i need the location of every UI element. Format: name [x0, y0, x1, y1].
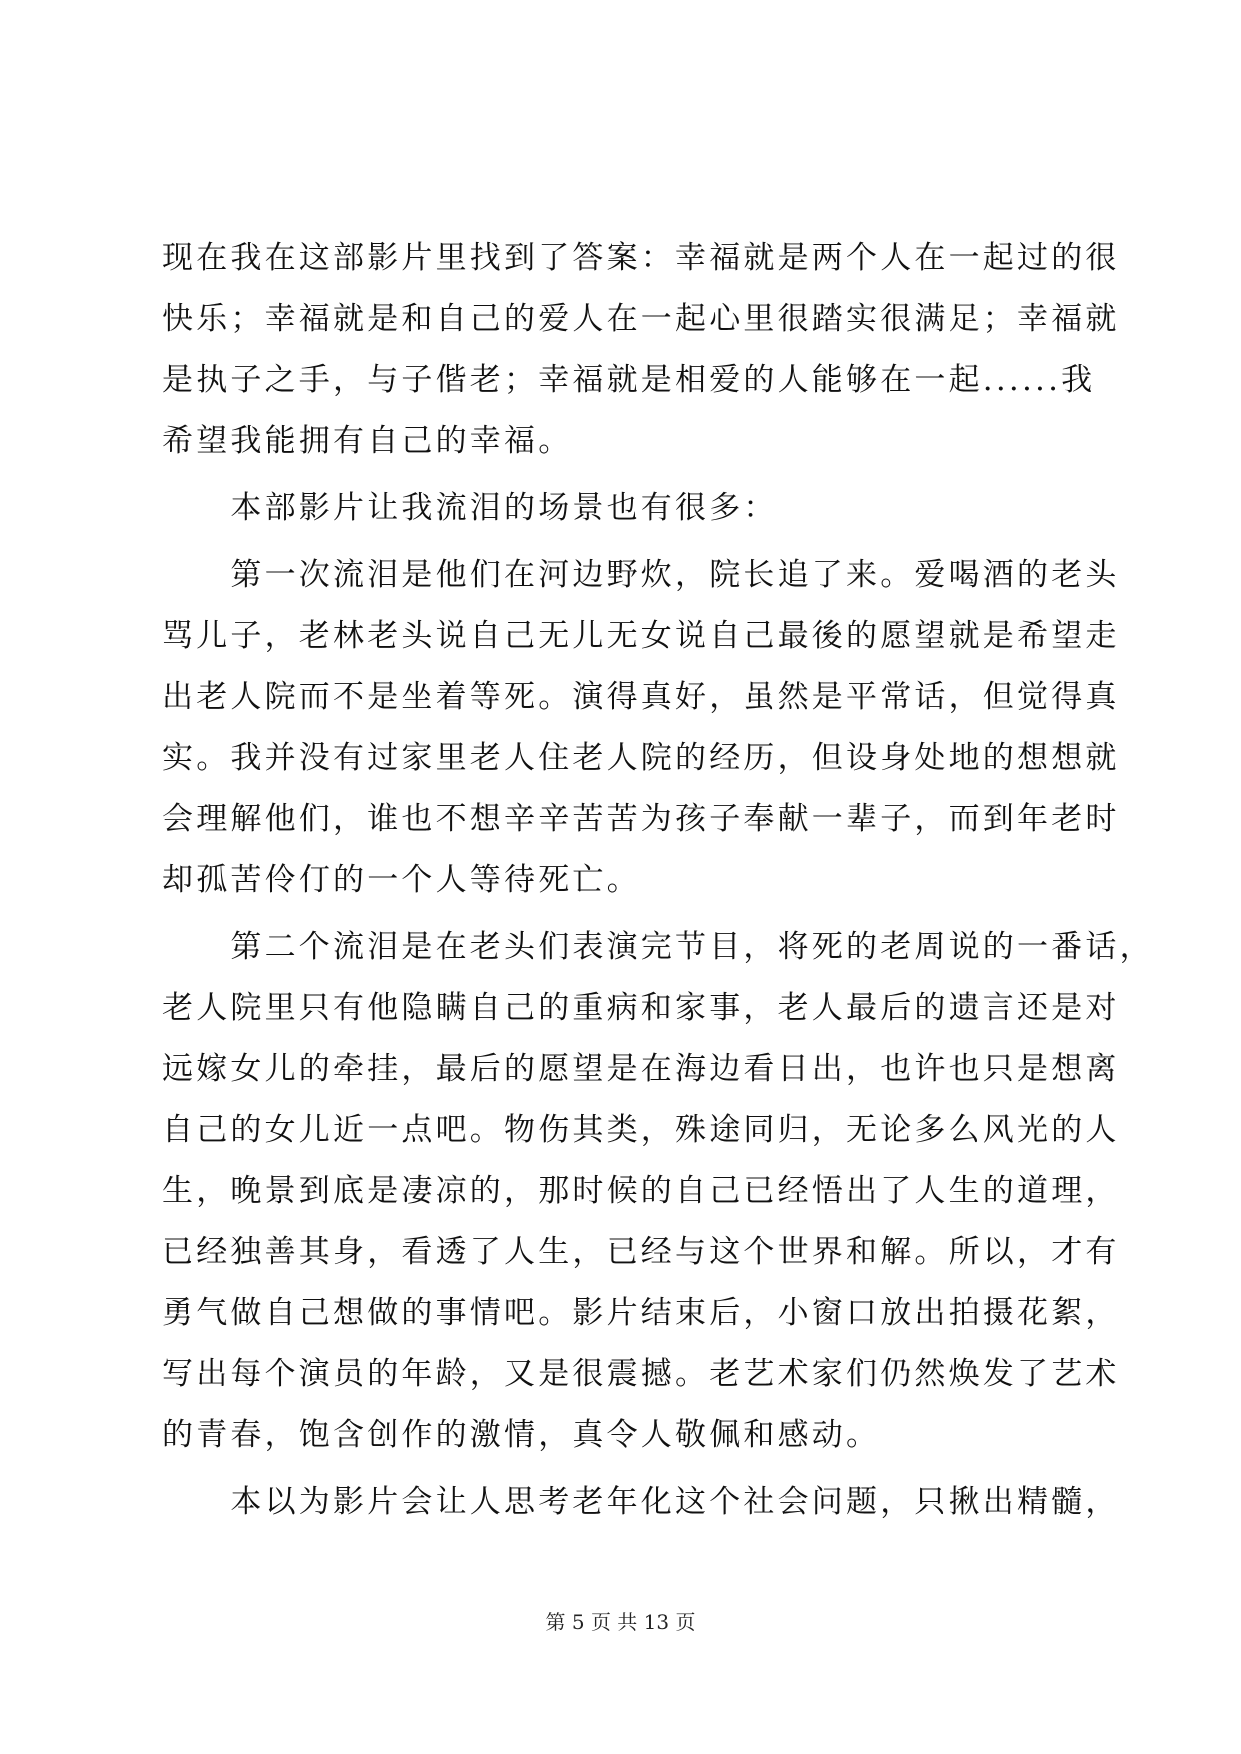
text-line: 第二个流泪是在老头们表演完节目，将死的老周说的一番话， [162, 929, 1154, 965]
text-line: 出老人院而不是坐着等死。演得真好，虽然是平常话，但觉得真 [162, 679, 1120, 715]
document-body [162, 228, 1154, 1533]
text-line: 勇气做自己想做的事情吧。影片结束后，小窗口放出拍摄花絮， [162, 1295, 1120, 1331]
page-number: 第 5 页 共 13 页 [545, 1610, 696, 1634]
text-line: 第一次流泪是他们在河边野炊，院长追了来。爱喝酒的老头 [162, 557, 1120, 593]
text-line: 是执子之手，与子偕老；幸福就是相爱的人能够在一起......我 [162, 362, 1096, 398]
text-line: 本部影片让我流泪的场景也有很多： [162, 490, 778, 526]
text-line: 已经独善其身，看透了人生，已经与这个世界和解。所以，才有 [162, 1234, 1120, 1270]
text-line: 实。我并没有过家里老人住老人院的经历，但设身处地的想想就 [162, 740, 1120, 776]
text-line: 本以为影片会让人思考老年化这个社会问题，只揪出精髓， [162, 1484, 1120, 1520]
text-line: 远嫁女儿的牵挂，最后的愿望是在海边看日出，也许也只是想离 [162, 1051, 1120, 1087]
text-line: 却孤苦伶仃的一个人等待死亡。 [162, 862, 641, 898]
text-line: 骂儿子，老林老头说自己无儿无女说自己最後的愿望就是希望走 [162, 618, 1120, 654]
text-line: 会理解他们，谁也不想辛辛苦苦为孩子奉献一辈子，而到年老时 [162, 801, 1120, 837]
text-line: 老人院里只有他隐瞒自己的重病和家事，老人最后的遗言还是对 [162, 990, 1120, 1026]
text-line: 生，晚景到底是凄凉的，那时候的自己已经悟出了人生的道理， [162, 1173, 1120, 1209]
text-line: 快乐；幸福就是和自己的爱人在一起心里很踏实很满足；幸福就 [162, 301, 1120, 337]
text-line: 希望我能拥有自己的幸福。 [162, 423, 573, 459]
text-line: 自己的女儿近一点吧。物伤其类，殊途同归，无论多么风光的人 [162, 1112, 1120, 1148]
text-line: 的青春，饱含创作的激情，真令人敬佩和感动。 [162, 1417, 881, 1453]
text-line: 写出每个演员的年龄，又是很震撼。老艺术家们仍然焕发了艺术 [162, 1356, 1120, 1392]
text-line: 现在我在这部影片里找到了答案：幸福就是两个人在一起过的很 [162, 240, 1120, 276]
